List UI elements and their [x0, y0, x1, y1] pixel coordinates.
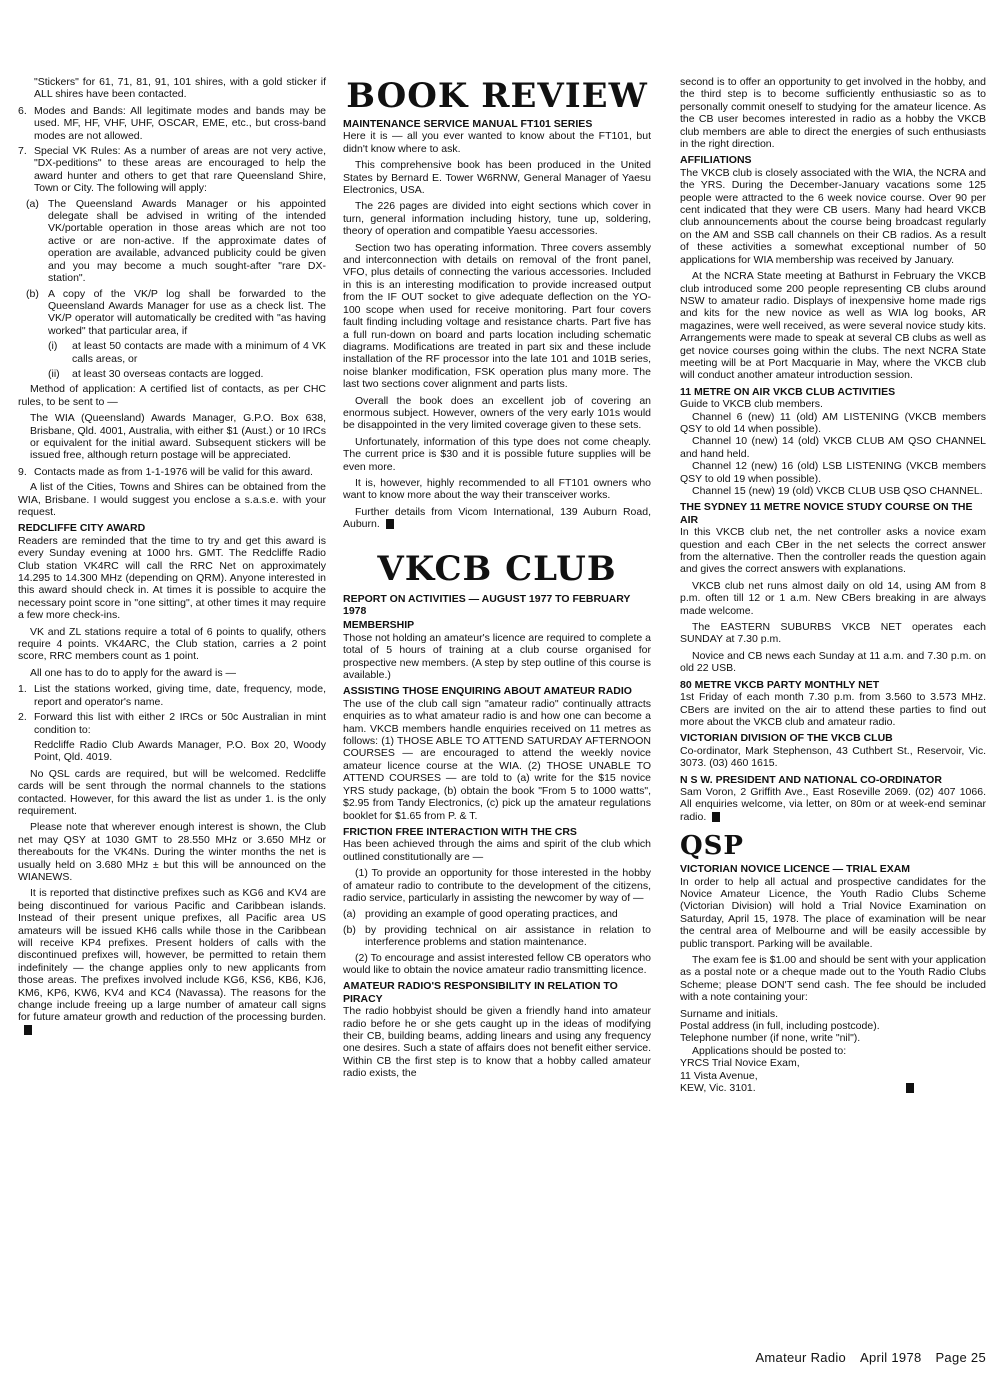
victorian-division-heading: VICTORIAN DIVISION OF THE VKCB CLUB	[680, 732, 893, 745]
aim-2: (2) To encourage and assist interested fellow CB operators who would like to obtain the novice amateur radio transmitting licence.	[343, 951, 651, 976]
aim-1b: (b) by providing technical on air assistance in relation to interference problems and station maintenance.	[343, 923, 651, 949]
channel-12: Channel 12 (new) 16 (old) LSB LISTENING (VKCB members QSY to old 19 when possible).	[680, 460, 986, 485]
qsp-title: QSP	[680, 831, 744, 862]
redcliffe-para-2: VK and ZL stations require a total of 6 points to qualify, others require 4 points. VK4ARC, the Club station, carries a 2 point score, RRC members count as 1 point.	[18, 625, 326, 663]
trial-list-2: Postal address (in full, including postcode).	[680, 1020, 880, 1033]
book-para-8: Further details from Vicom International, 139 Auburn Road, Auburn.	[343, 505, 651, 531]
method-address: The WIA (Queensland) Awards Manager, G.P.O. Box 638, Brisbane, Qld. 4001, Australia, with either $1 (Aust.) or 10 IRCs or equivalent for the initial award. Subsequent stickers will be issued free, although return postage will be appreciated.	[30, 412, 326, 462]
list-paragraph: A list of the Cities, Towns and Shires can be obtained from the WIA, Brisbane. I would suggest you enclose a s.a.s.e. with your request.	[18, 481, 326, 518]
trial-exam-heading: VICTORIAN NOVICE LICENCE — TRIAL EXAM	[680, 863, 911, 876]
eleven-metre-guide: Guide to VKCB club members.	[680, 398, 823, 411]
eighty-metre-heading: 80 METRE VKCB PARTY MONTHLY NET	[680, 678, 880, 691]
book-para-6: Unfortunately, information of this type does not come cheaply. The current price is $30 and it is possible future supplies will be even more.	[343, 435, 651, 473]
nsw-president-heading: N S W. PRESIDENT AND NATIONAL CO-ORDINATOR	[680, 773, 942, 786]
book-para-2: This comprehensive book has been produced in the United States by Bernard E. Tower W6RNW, General Manager of Yaesu Electronics, USA.	[343, 159, 651, 197]
sydney-para-4: Novice and CB news each Sunday at 11 a.m. and 7.30 p.m. on old 22 USB.	[680, 649, 986, 675]
end-mark-icon	[712, 812, 720, 822]
rule-7a: (a) The Queensland Awards Manager or his appointed delegate shall be advised in writing of the intended VK/portable operation in those areas which are not too active or are non-active. If the approximate dates of operation are available, advanced publicity could be given and you may become a much sought-after "rare DX-station".	[26, 197, 326, 285]
end-mark-icon	[386, 519, 394, 529]
right-column	[680, 76, 986, 1094]
method-text: Method of application: A certified list of contacts, as per CHC rules, to be sent to —	[18, 383, 326, 408]
page-footer	[745, 1350, 986, 1365]
book-para-3: The 226 pages are divided into eight sections which cover in turn, general information including history, tune up, soldering, theory of operation and compatible Yaesu accessories.	[343, 200, 651, 238]
victorian-division-text: Co-ordinator, Mark Stephenson, 43 Cuthbert St., Reservoir, Vic. 3073. (03) 460 1615.	[680, 744, 986, 770]
channel-15: Channel 15 (new) 19 (old) VKCB CLUB USB QSO CHANNEL.	[692, 485, 983, 497]
redcliffe-para-3: All one has to do to apply for the award is —	[30, 666, 237, 679]
note-paragraph: Please note that wherever enough interest is shown, the Club net may QSY at 1030 GMT to 28.550 MHz or 3.650 MHz or thereabouts for the VK4Ns. During the winter months the net is usually held on 3.680 MHz ± but this will be announced on the WIANEWS.	[18, 821, 326, 883]
sydney-para-1: In this VKCB club net, the net controller asks a novice exam question and each CBer in the net selects the correct answer from the alternative. Then the controller reads the question again and gives the correct answers with explanations.	[680, 526, 986, 576]
membership-text: Those not holding an amateur's licence are required to complete a total of 5 hours of training at a club course organised for prospective new members. (A step by step outline of this course is available.)	[343, 631, 651, 682]
trial-list-3: Telephone number (if none, write "nil").	[680, 1032, 861, 1045]
redcliffe-para-1: Readers are reminded that the time to try and get this award is every Sunday evening at 1000 hrs. GMT. The Redcliffe Radio Club station VK4RC will call the RRC Net on approximately 14.295 to 14.300 MHz (depending on QRM). Anyone interested in this award should check in. At times it is possible to acquire the necessary point score in "one sitting", at other times it may require a few more check-ins.	[18, 534, 326, 622]
book-para-7: It is, however, highly recommended to all FT101 owners who want to know more about the way their transceiver works.	[343, 476, 651, 502]
affiliations-para-2: At the NCRA State meeting at Bathurst in February the VKCB club introduced some 200 people representing CB clubs around NSW to amateur radio. Displays of inexpensive home made rigs and kits for the new novice as well as WIA log books, AR magazines, were well received, as were several novice study kits. Arrangements were made to speak at several CB clubs as well as get novice courses going within the clubs. The next NCRA State meeting will be at Port Macquarie in May, where the VKCB club will conduct another amateur introduction session.	[680, 270, 986, 382]
nsw-president-text: Sam Voron, 2 Griffith Ave., East Roseville 2069. (02) 407 1066. All enquiries welcome, via letter, on 80m or at week-end seminar radio.	[680, 785, 986, 823]
book-para-5: Overall the book does an excellent job of covering an enormous subject. However, owners of the very early 101s would be disappointed in the very limited coverage given to these sets.	[343, 394, 651, 432]
continued-text: second is to offer an opportunity to get involved in the hobby, and the third step is to become sufficiently enthusiastic so as to personally commit oneself to studying for the amateur licence. As the CB user becomes interested in radio as a hobby the VKCB club members are able to direct the energies of such enthusiasts in the right direction.	[680, 76, 986, 151]
channel-6: Channel 6 (new) 11 (old) AM LISTENING (VKCB members QSY to old 14 when possible).	[680, 410, 986, 435]
book-para-4: Section two has operating information. Three covers assembly and interconnection with details on removal of the front panel, VFO, plus details of connecting the various accessories. Included in this is an interesting modification to provide increased output from the IF OUT socket to give adequate deflection on the YO-100 scope when used for receive monitoring. Part four covers fault finding including voltage and resistance charts. Part five has a full run-down on board and parts location including schematic diagrams. Modifications are treated in part six and these include installation of the RF processor into the late 101 and 101B series, noise blanker modification, FSK operation plus many more. The last two sections cover alignment and parts lists.	[343, 241, 651, 391]
assisting-text: The use of the club call sign "amateur radio" continually attracts enquiries as to what amateur radio is and how one can become a ham. VKCB members handle enquiries received on 11 metres as follows: (1) THOSE ABLE TO ATTEND SATURDAY AFTERNOON COURSES — are encouraged to attend the weekly novice amateur licence course at the WIA. (2) THOSE UNABLE TO ATTEND COURSES — are told to (a) write for the $15 novice YRS study package, (b) obtain the book "From 5 to 1000 watts", $2.95 from Tandy Electronics, (c) pick up the amateur regulations booklet for $1.65 from P. & T.	[343, 697, 651, 822]
trial-address-1: YRCS Trial Novice Exam,	[680, 1057, 800, 1070]
book-subheading: MAINTENANCE SERVICE MANUAL FT101 SERIES	[343, 118, 593, 130]
stickers-text: "Stickers" for 61, 71, 81, 91, 101 shires, with a gold sticker if ALL shires have been contacted.	[34, 76, 326, 101]
friction-text: Has been achieved through the aims and spirit of the club which outlined constitutionally are —	[343, 838, 651, 863]
page-number: Page 25	[935, 1350, 986, 1365]
redcliffe-address: Redcliffe Radio Club Awards Manager, P.O. Box 20, Woody Point, Qld. 4019.	[34, 738, 326, 764]
redcliffe-step-2: 2. Forward this list with either 2 IRCs or 50c Australian in mint condition to:	[18, 711, 326, 736]
book-para-1: Here it is — all you ever wanted to know about the FT101, but didn't know where to ask.	[343, 130, 651, 155]
eleven-metre-heading: 11 METRE ON AIR VKCB CLUB ACTIVITIES	[680, 385, 896, 398]
sydney-course-heading: THE SYDNEY 11 METRE NOVICE STUDY COURSE ON THE AIR	[680, 501, 973, 526]
rule-9: 9. Contacts made as from 1-1-1976 will be valid for this award.	[18, 465, 313, 478]
affiliations-heading: AFFILIATIONS	[680, 154, 752, 167]
issue-date: April 1978	[859, 1350, 922, 1365]
magazine-name: Amateur Radio	[755, 1350, 847, 1365]
report-heading: REPORT ON ACTIVITIES — AUGUST 1977 TO FEBRUARY 1978	[343, 592, 631, 617]
left-column	[18, 76, 326, 1040]
membership-heading: MEMBERSHIP	[343, 619, 415, 632]
rule-7b-i: (i) at least 50 contacts are made with a minimum of 4 VK calls areas, or	[48, 340, 326, 365]
rule-7b: (b) A copy of the VK/P log shall be forwarded to the Queensland Awards Manager for use as a check list. The VK/P operator will automatically be credited with "as having worked" that particular area, if	[26, 287, 326, 337]
book-review-title: BOOK REVIEW	[346, 76, 648, 116]
assisting-heading: ASSISTING THOSE ENQUIRING ABOUT AMATEUR RADIO	[343, 685, 632, 698]
responsibility-text: The radio hobbyist should be given a friendly hand into amateur radio before he or she gets caught up in the ideas of modifying their CB, building beams, adding linears and using any frequency one desires. Such a state of affairs does not benefit either service. Within CB the first step is to know that a hobby called amateur radio exists, the	[343, 1005, 651, 1080]
trial-para-2: The exam fee is $1.00 and should be sent with your application as a postal note or a cheque made out to the Youth Radio Clubs Scheme; please DON'T send cash. The fee should be included with a note containing your:	[680, 954, 986, 1004]
rule-7b-ii: (ii) at least 30 overseas contacts are logged.	[48, 367, 264, 380]
middle-column	[343, 76, 651, 1084]
trial-list-4: Applications should be posted to:	[692, 1044, 847, 1057]
friction-heading: FRICTION FREE INTERACTION WITH THE CRS	[343, 825, 577, 838]
prefixes-paragraph: It is reported that distinctive prefixes such as KG6 and KV4 are being discontinued for various Pacific and Caribbean islands. Instead of their present unique prefixes, all Pacific area US amateurs will be issued KH6 calls while those in the Caribbean will receive KP4 prefixes. Present holders of calls with the discontinued prefixes will, however, be permitted to retain them indefinitely — the change applies only to new applicants from those areas. The prefixes involved include KG6, KS6, KB6, KJ6, KM6, KP6, KW6, KV4 and KC4 (Navassa). The reasons for the change include freeing up a large number of amateur call signs for future amateur growth and reduction of the processing burden.	[18, 887, 326, 1036]
aim-1: (1) To provide an opportunity for those interested in the hobby of amateur radio to contribute to the development of the citizens, radio service, particularly in assisting the newcomer by way of —	[343, 867, 651, 904]
redcliffe-step-1: 1. List the stations worked, giving time, date, frequency, mode, report and operator's name.	[18, 683, 326, 708]
aim-1a: (a) providing an example of good operating practices, and	[343, 908, 618, 921]
trial-para-1: In order to help all actual and prospective candidates for the Novice Amateur Licence, the Youth Radio Clubs Scheme (Victorian Division) will hold a Trial Novice Examination on Saturday, April 15, 1978. The place of examination will be near the central area of Melbourne and will be easily accessible by public transport. Parking will be available.	[680, 875, 986, 950]
trial-list-1: Surname and initials.	[680, 1007, 779, 1020]
end-mark-icon	[906, 1083, 914, 1093]
redcliffe-heading: REDCLIFFE CITY AWARD	[18, 522, 146, 535]
channel-10: Channel 10 (new) 14 (old) VKCB CLUB AM QSO CHANNEL and hand held.	[680, 435, 986, 460]
sydney-para-3: The EASTERN SUBURBS VKCB NET operates each SUNDAY at 7.30 p.m.	[680, 621, 986, 646]
sydney-para-2: VKCB club net runs almost daily on old 14, using AM from 8 p.m. often till 12 or 1 a.m. New CBers breaking in are always made welcome.	[680, 579, 986, 617]
trial-address-3: KEW, Vic. 3101.	[680, 1082, 986, 1094]
eighty-metre-text: 1st Friday of each month 7.30 p.m. from 3.560 to 3.573 MHz. CBers are invited on the air to attend these parties to find out more about the VKCB club and amateur radio.	[680, 691, 986, 728]
end-mark-icon	[24, 1025, 32, 1035]
affiliations-para-1: The VKCB club is closely associated with the WIA, the NCRA and the YRS. During the December-January vacations some 125 people were attracted to the 6 week novice course. Over 90 per cent indicated that they were CB users. Many had heard VKCB club announcements about the course being broadcast regularly on the AM and SSB call channels on their CB radios. As a result of these activities a somewhat exceptional number of 50 applications for WIA membership was received by January.	[680, 166, 986, 266]
rule-6: 6. Modes and Bands: All legitimate modes and bands may be used. MF, HF, VHF, UHF, OSCAR, EME, etc., but cross-band modes are not allowed.	[18, 104, 326, 142]
responsibility-heading: AMATEUR RADIO'S RESPONSIBILITY IN RELATION TO PIRACY	[343, 980, 618, 1005]
trial-address-2: 11 Vista Avenue,	[680, 1069, 758, 1082]
vkcb-club-title: VKCB CLUB	[377, 548, 617, 589]
rule-7: 7. Special VK Rules: As a number of areas are not very active, "DX-peditions" to these areas are encouraged to help the award hunter and others to get that rare Queensland Shire, Town or City. The following will apply:	[18, 145, 326, 195]
qsl-paragraph: No QSL cards are required, but will be welcomed. Redcliffe cards will be sent through the normal channels to the stations contacted. However, for this award the list as under 1. is the only requirement.	[18, 767, 326, 817]
